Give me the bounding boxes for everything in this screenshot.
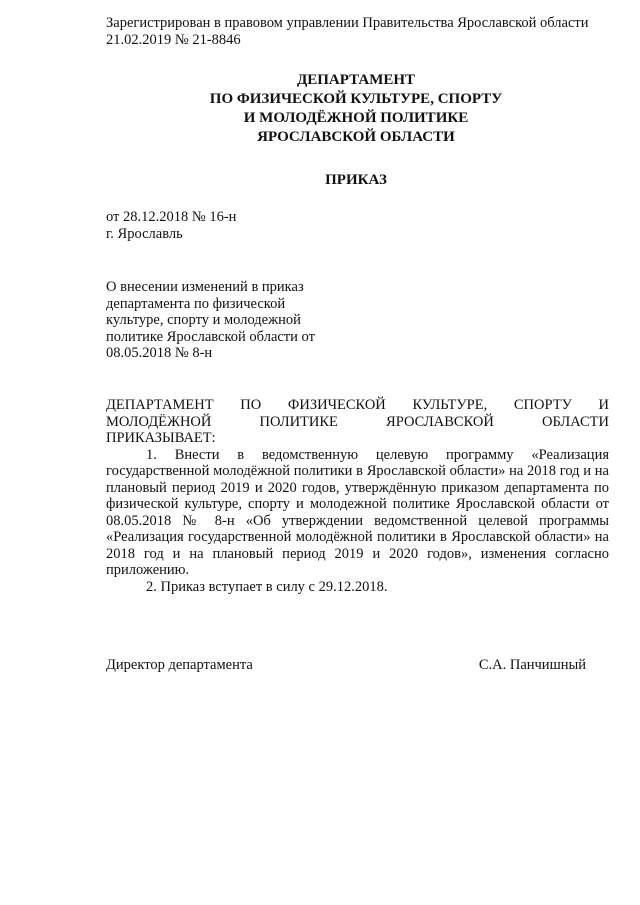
registration-stamp <box>106 15 626 48</box>
order-subject <box>106 279 346 362</box>
subject-line: культуре, спорту и молодежной <box>106 312 301 328</box>
registration-line: Зарегистрирован в правовом управлении Правительства Ярославской области <box>106 15 589 31</box>
order-item-1: 1. Внести в ведомственную целевую программу «Реализация государственной молодёжной политики в Ярославской области» на 2018 год и на плановый период 2019 и 2020 годов, утверждённую приказом департамента по физической культуре, спорту и молодежной политике Ярославской области от 08.05.2018 № 8-н «Об утверждении ведомственной целевой программы «Реализация государственной молодёжной политики в Ярославской области» на 2018 год и на плановый период 2019 и 2020 годов», изменения согласно приложению. <box>106 446 609 578</box>
subject-line: департамента по физической <box>106 295 286 312</box>
signatory-name: С.А. Панчишный <box>478 657 586 673</box>
header-line: ДЕПАРТАМЕНТ <box>296 72 416 88</box>
header-line: ЯРОСЛАВСКОЙ ОБЛАСТИ <box>257 129 455 145</box>
order-item-2: 2. Приказ вступает в силу с 29.12.2018. <box>146 578 388 595</box>
department-header <box>106 71 606 147</box>
preamble-line: ДЕПАРТАМЕНТ ПО ФИЗИЧЕСКОЙ КУЛЬТУРЕ, СПОРТУ И <box>106 397 609 413</box>
order-date-place <box>106 209 236 242</box>
subject-line: О внесении изменений в приказ <box>106 279 304 295</box>
order-city: г. Ярославль <box>106 225 183 242</box>
preamble-verb: ПРИКАЗЫВАЕТ: <box>106 430 216 446</box>
header-line: ПО ФИЗИЧЕСКОЙ КУЛЬТУРЕ, СПОРТУ <box>209 91 503 107</box>
order-date-number: от 28.12.2018 № 16-н <box>106 209 237 225</box>
order-body <box>106 397 609 595</box>
subject-line: 08.05.2018 № 8-н <box>106 345 213 361</box>
header-line: И МОЛОДЁЖНОЙ ПОЛИТИКЕ <box>243 110 469 126</box>
registration-number: 21.02.2019 № 21-8846 <box>106 31 241 48</box>
preamble-line: МОЛОДЁЖНОЙ ПОЛИТИКЕ ЯРОСЛАВСКОЙ ОБЛАСТИ <box>106 413 609 430</box>
subject-line: политике Ярославской области от <box>106 328 315 345</box>
signatory-position: Директор департамента <box>106 657 253 673</box>
document-type-title: ПРИКАЗ <box>325 172 387 188</box>
